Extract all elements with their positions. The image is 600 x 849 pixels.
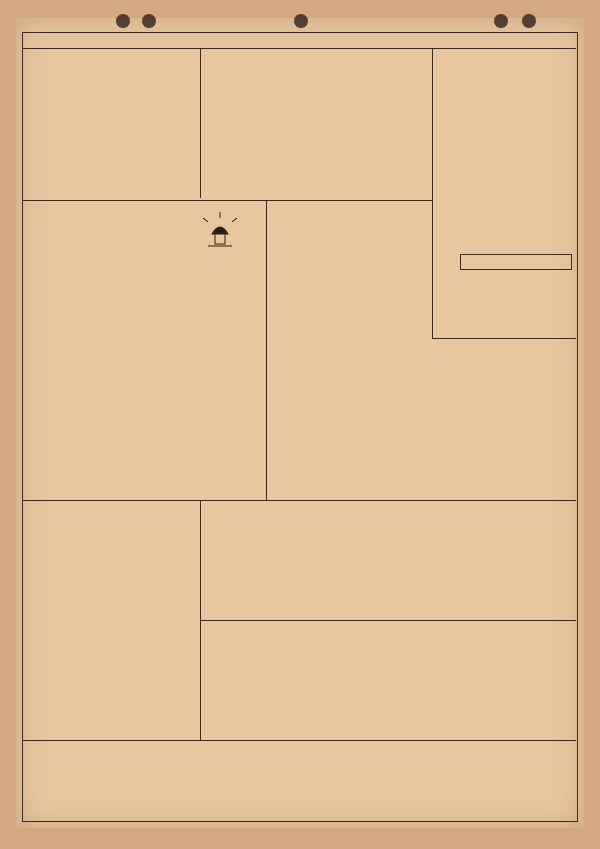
story-body — [440, 628, 570, 738]
story-subhead — [316, 340, 330, 490]
divider — [22, 200, 432, 201]
binding-hole — [522, 14, 536, 28]
commentary-label — [238, 206, 254, 266]
story-body — [440, 348, 514, 488]
story-headline — [518, 348, 536, 478]
issue-box — [460, 254, 572, 270]
masthead-title — [468, 50, 526, 280]
divider — [22, 48, 576, 49]
divider — [22, 500, 576, 501]
proofreader — [80, 650, 96, 740]
lead-body — [216, 56, 366, 196]
lamp-icon — [200, 212, 240, 256]
editorial-headline — [244, 270, 262, 500]
story-body — [30, 508, 194, 738]
divider — [266, 200, 267, 500]
divider — [200, 500, 201, 740]
story-body — [30, 746, 180, 816]
story-body — [30, 56, 194, 196]
publisher-info — [470, 272, 570, 328]
registration-note — [440, 54, 454, 244]
story-body — [206, 628, 300, 738]
binding-hole — [294, 14, 308, 28]
story-body — [272, 204, 422, 334]
binding-hole — [142, 14, 156, 28]
divider — [432, 48, 433, 338]
header-bar — [30, 34, 570, 48]
binding-hole — [116, 14, 130, 28]
story-headline — [540, 348, 558, 478]
divider — [432, 338, 576, 339]
divider — [200, 48, 201, 198]
story-headline — [388, 574, 406, 704]
editorial-body — [30, 208, 194, 498]
story-headline — [396, 340, 414, 500]
divider — [22, 740, 576, 741]
story-headline — [360, 574, 378, 704]
binding-hole — [494, 14, 508, 28]
founding-date — [532, 54, 546, 254]
story-body — [274, 508, 572, 618]
story-body — [200, 746, 570, 816]
